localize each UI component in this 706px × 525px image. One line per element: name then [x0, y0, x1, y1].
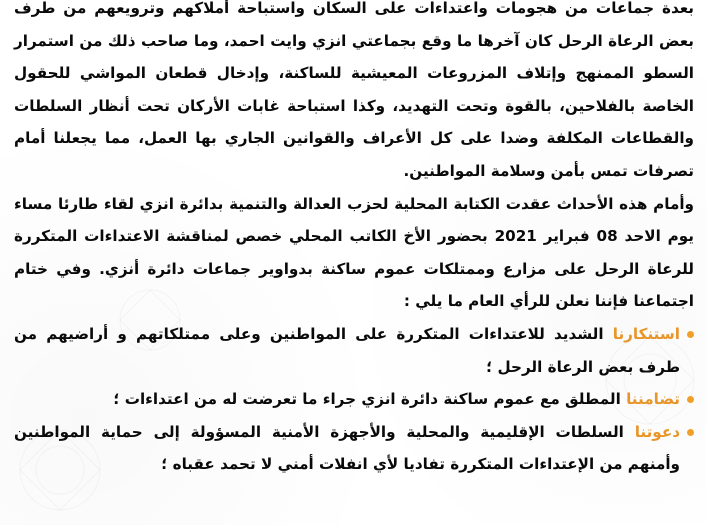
list-item-call [14, 416, 694, 481]
list-item-solidarity [14, 383, 694, 416]
paragraph-meeting: وأمام هذه الأحداث عقدت الكتابة المحلية لحزب العدالة والتنمية بدائرة انزي لقاء طارئا مساء يوم الاحد 08 فبراير 2021 بحضور الأخ الكاتب المحلي خصص لمناقشة الاعتداءات المتكررة للرعاة الرحل على مزارع وممتلكات عموم ساكنة بدواوير جماعات دائرة أنزي. وفي ختام اجتماعنا فإننا نعلن للرأي العام ما يلي : [14, 194, 694, 311]
list-item-condemnation [14, 318, 694, 383]
bullet-lead-call: دعوتنا [634, 422, 680, 441]
bullet-dot-icon [687, 331, 694, 338]
bullet-text-condemnation: الشديد للاعتداءات المتكررة على المواطنين وعلى ممتلكاتهم و أراضيهم من طرف بعض الرعاة الرحل ؛ [14, 324, 680, 376]
article-body [14, 0, 694, 481]
bullet-dot-icon [687, 396, 694, 403]
bullet-dot-icon [687, 429, 694, 436]
bullet-text-call: السلطات الإقليمية والمحلية والأجهزة الأمنية المسؤولة إلى حماية المواطنين وأمنهم من الإعتداءات المتكررة تفاديا لأي انفلات أمني لا تحمد عقباه ؛ [14, 422, 680, 474]
bullet-text-solidarity: المطلق مع عموم ساكنة دائرة انزي جراء ما تعرضت له من اعتداءات ؛ [113, 390, 627, 409]
bullet-lead-condemnation: استنكارنا [612, 324, 680, 343]
paragraph-incidents: بعدة جماعات من هجومات واعتداءات على السكان واستباحة أملاكهم وترويعهم من طرف بعض الرعاة الرحل كان آخرها ما وقع بجماعتي انزي وايت احمد، وما صاحب ذلك من استمرار السطو الممنهج وإتلاف المزروعات المعيشية للساكنة، وإدخال قطعان المواشي للحقول الخاصة بالفلاحين، بالقوة وتحت التهديد، وكذا استباحة غابات الأركان تحت أنظار السلطات والقطاعات المكلفة وضدا على كل الأعراف والقوانين الجاري بها العمل، مما يجعلنا أمام تصرفات تمس بأمن وسلامة المواطنين. [14, 0, 694, 180]
bullet-lead-solidarity: تضامننا [626, 390, 680, 409]
